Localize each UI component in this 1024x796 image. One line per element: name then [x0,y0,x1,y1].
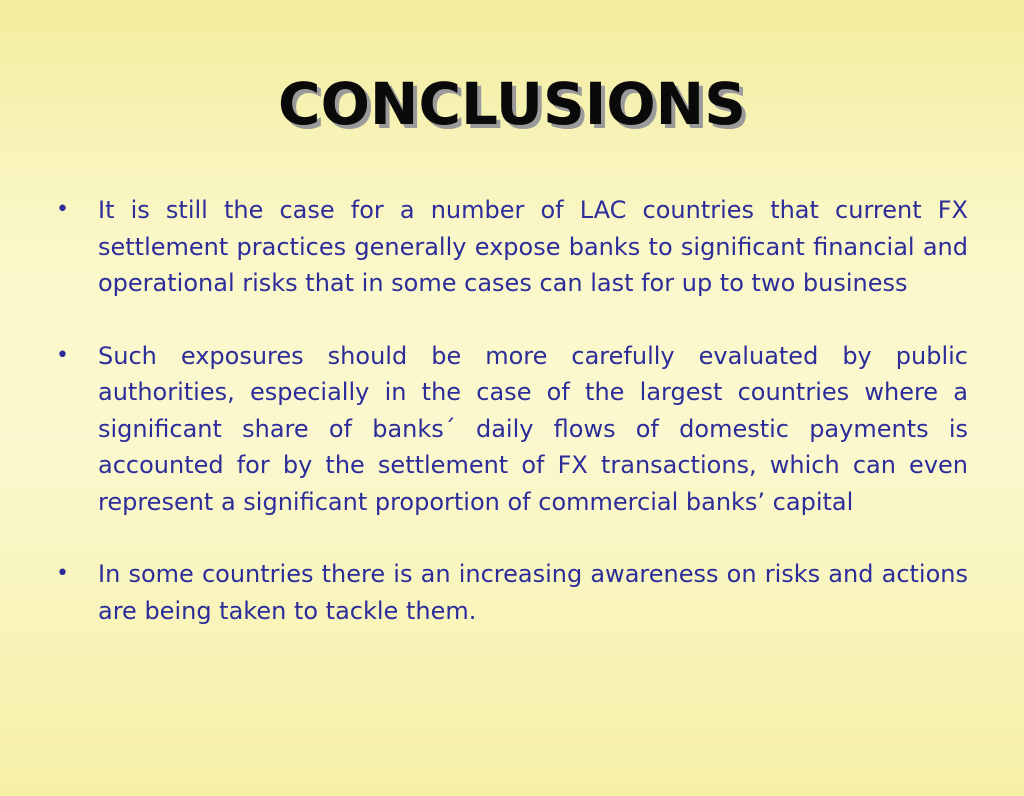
bullet-item [56,192,968,302]
bullet-dot-icon: • [56,342,69,368]
slide-title: CONCLUSIONS [278,70,746,138]
bullet-list [56,192,968,665]
bullet-text: It is still the case for a number of LAC countries that current FX settlement practices generally expose banks to significant financial and operational risks that in some cases can last for up to two business [98,196,968,297]
bullet-item [56,556,968,629]
bullet-text: In some countries there is an increasing awareness on risks and actions are being taken to tackle them. [98,560,968,625]
bullet-dot-icon: • [56,561,69,586]
bullet-item [56,338,968,521]
bullet-dot-icon: • [56,197,69,222]
bullet-text: Such exposures should be more carefully evaluated by public authorities, especially in the case of the largest countries where a significant share of banks´ daily flows of domestic payments is accounted for by the settlement of FX transactions, which can even represent a significant proportion of commercial banks’ capital [98,341,968,516]
